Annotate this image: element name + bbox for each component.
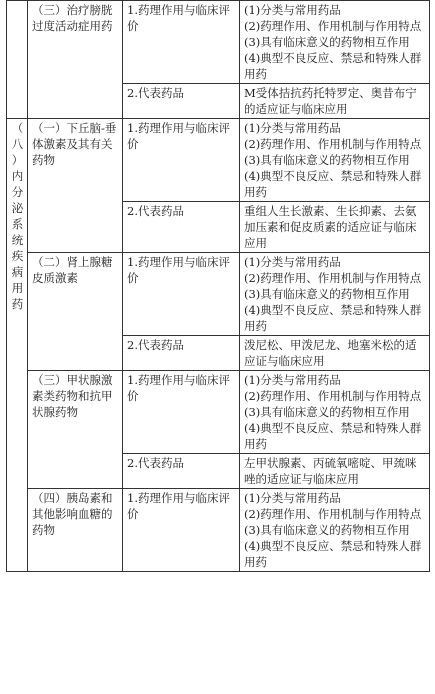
- requirement-item: (1)分类与常用药品: [244, 491, 341, 505]
- requirement-cell: [240, 489, 430, 572]
- requirement-item: (1)分类与常用药品: [244, 121, 341, 135]
- requirement-item: M受体拮抗药托特罗定、奥昔布宁的适应证与临床应用: [244, 86, 417, 116]
- requirement-cell: [240, 84, 430, 119]
- requirement-item: 重组人生长激素、生长抑素、去氨加压素和促皮质素的适应证与临床应用: [244, 204, 417, 250]
- table-row: [7, 119, 430, 202]
- requirement-item: (4)典型不良反应、禁忌和特殊人群用药: [244, 421, 422, 451]
- requirement-item: (3)具有临床意义的药物相互作用: [244, 35, 410, 49]
- exam-outline-table: [6, 0, 430, 572]
- table-row: [7, 371, 430, 454]
- point-cell: 1.药理作用与临床评价: [123, 1, 240, 84]
- subunit-cell: （二）肾上腺糖皮质激素: [28, 253, 123, 371]
- requirement-cell: [240, 119, 430, 202]
- requirement-item: (2)药理作用、作用机制与作用特点: [244, 389, 422, 403]
- requirement-item: (4)典型不良反应、禁忌和特殊人群用药: [244, 539, 422, 569]
- requirement-item: (2)药理作用、作用机制与作用特点: [244, 507, 422, 521]
- requirement-item: (3)具有临床意义的药物相互作用: [244, 523, 410, 537]
- requirement-item: (1)分类与常用药品: [244, 373, 341, 387]
- requirement-cell: [240, 1, 430, 84]
- requirement-cell: [240, 454, 430, 489]
- requirement-item: (4)典型不良反应、禁忌和特殊人群用药: [244, 303, 422, 333]
- requirement-item: (2)药理作用、作用机制与作用特点: [244, 271, 422, 285]
- requirement-item: 左甲状腺素、丙硫氧嘧啶、甲巯咪唑的适应证与临床应用: [244, 456, 417, 486]
- requirement-cell: [240, 371, 430, 454]
- requirement-item: (4)典型不良反应、禁忌和特殊人群用药: [244, 51, 422, 81]
- subunit-cell: （三）甲状腺激素类药物和抗甲状腺药物: [28, 371, 123, 489]
- requirement-item: (3)具有临床意义的药物相互作用: [244, 153, 410, 167]
- point-cell: 1.药理作用与临床评价: [123, 489, 240, 572]
- requirement-item: (2)药理作用、作用机制与作用特点: [244, 19, 422, 33]
- requirement-cell: [240, 336, 430, 371]
- requirement-item: (2)药理作用、作用机制与作用特点: [244, 137, 422, 151]
- point-cell: 2.代表药品: [123, 336, 240, 371]
- subunit-cell: （三）治疗膀胱过度活动症用药: [28, 1, 123, 119]
- point-cell: 1.药理作用与临床评价: [123, 119, 240, 202]
- requirement-item: 泼尼松、甲泼尼龙、地塞米松的适应证与临床应用: [244, 338, 417, 368]
- point-cell: 2.代表药品: [123, 454, 240, 489]
- requirement-item: (1)分类与常用药品: [244, 255, 341, 269]
- table-row: [7, 1, 430, 84]
- requirement-item: (4)典型不良反应、禁忌和特殊人群用药: [244, 169, 422, 199]
- requirement-cell: [240, 253, 430, 336]
- table-row: [7, 489, 430, 572]
- point-cell: 1.药理作用与临床评价: [123, 371, 240, 454]
- point-cell: 2.代表药品: [123, 84, 240, 119]
- requirement-item: (1)分类与常用药品: [244, 3, 341, 17]
- unit-cell-endocrine: （ 八 ） 内 分 泌 系 统 疾 病 用 药: [7, 119, 28, 572]
- requirement-item: (3)具有临床意义的药物相互作用: [244, 287, 410, 301]
- subunit-cell: （一）下丘脑-垂体激素及其有关药物: [28, 119, 123, 253]
- unit-cell-previous: [7, 1, 28, 119]
- point-cell: 1.药理作用与临床评价: [123, 253, 240, 336]
- requirement-item: (3)具有临床意义的药物相互作用: [244, 405, 410, 419]
- requirement-cell: [240, 202, 430, 253]
- point-cell: 2.代表药品: [123, 202, 240, 253]
- subunit-cell: （四）胰岛素和其他影响血糖的药物: [28, 489, 123, 572]
- table-row: [7, 253, 430, 336]
